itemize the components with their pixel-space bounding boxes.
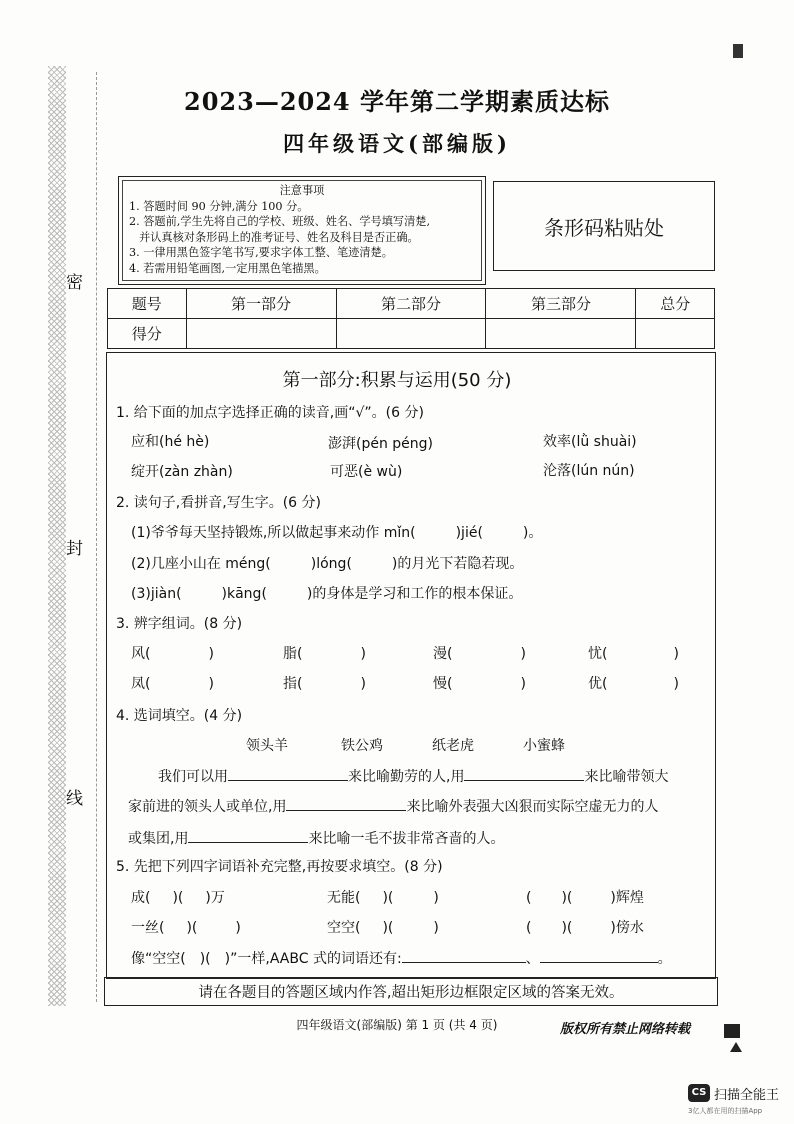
q3-title: 3. 辨字组词。(8 分) [116,616,243,632]
notice-item: 4. 若需用铅笔画图,一定用黑色笔描黑。 [129,261,326,275]
q4-option: 铁公鸡 [341,738,383,754]
exam-title: 2023—2024 学年第二学期素质达标 [184,87,610,116]
score-row-label: 得分 [108,319,187,349]
q3-item[interactable]: 忧( ) [588,646,679,662]
q4-line: 或集团,用 来比喻一毛不拔非常吝啬的人。 [128,828,504,848]
q5-blank[interactable] [540,948,658,963]
q2-text: )lóng( [310,556,352,572]
score-header: 题号 [108,289,187,319]
notice-item: 并认真核对条形码上的准考证号、姓名及科目是否正确。 [139,230,419,244]
q5-line: 像“空空( )( )”一样,AABC 式的词语还有: 、 。 [131,948,672,968]
copyright-note: 版权所有禁止网络转载 [560,1022,691,1037]
page-number: 四年级语文(部编版) 第 1 页 (共 4 页) [296,1018,498,1032]
q2-line [131,553,523,573]
q2-text: )jié( [455,525,483,541]
q4-blank[interactable] [464,766,584,781]
corner-mark-icon [733,44,743,58]
notice-item: 2. 答题前,学生先将自己的学校、班级、姓名、学号填写清楚, [129,215,431,228]
camscanner-logo-icon: CS [688,1084,710,1102]
q2-text: )。 [522,525,543,541]
q2-line [131,522,542,542]
q5-idiom[interactable]: 无能( )( ) [327,890,439,906]
q4-title: 4. 选词填空。(4 分) [116,708,243,724]
q3-item[interactable]: 漫( ) [433,646,526,662]
q5-blank[interactable] [402,948,526,963]
q2-title: 2. 读句子,看拼音,写生字。(6 分) [116,495,321,511]
q1-item[interactable]: 澎湃(pén péng) [328,436,434,452]
q3-item[interactable]: 优( ) [588,676,679,692]
q5-idiom[interactable]: 空空( )( ) [327,920,439,936]
camscanner-tagline: 3亿人都在用的扫描App [688,1107,763,1115]
answer-area-notice: 请在各题目的答题区域内作答,超出矩形边框限定区域的答案无效。 [104,977,718,1006]
q4-line: 我们可以用 来比喻勤劳的人,用 来比喻带领大 [158,766,668,786]
seal-dash-line [96,72,97,1002]
notice-title: 注意事项 [279,184,325,197]
q4-blank[interactable] [228,766,348,781]
q4-blank[interactable] [286,796,406,811]
score-header: 第二部分 [336,289,486,319]
barcode-area: 条形码粘贴处 [493,181,715,271]
q5-idiom[interactable]: ( )( )傍水 [526,920,644,936]
section-title: 第一部分:积累与运用(50 分) [282,370,512,391]
score-header: 第一部分 [186,289,336,319]
q2-text: )kāng( [221,586,267,602]
score-cell[interactable] [636,319,715,349]
arrow-up-icon [730,1042,742,1052]
binding-hatch [48,66,66,1006]
notice-item: 3. 一律用黑色签字笔书写,要求字体工整、笔迹清楚。 [129,246,393,259]
q1-title: 1. 给下面的加点字选择正确的读音,画“√”。(6 分) [116,405,424,421]
q2-line [131,583,522,603]
seal-char-mi: 密 [66,266,83,295]
q1-item[interactable]: 沦落(lún nún) [543,463,635,479]
notice-box [118,176,486,285]
q3-item[interactable]: 慢( ) [433,676,526,692]
q5-idiom[interactable]: 一丝( )( ) [131,920,241,936]
seal-char-xian: 线 [66,782,83,811]
q4-option: 纸老虎 [432,738,474,754]
page-corner-mark-icon [724,1024,740,1038]
score-table [107,288,715,349]
q2-text: (2)几座小山在 méng( [131,556,271,572]
q3-item[interactable]: 指( ) [283,676,366,692]
q5-title: 5. 先把下列四字词语补充完整,再按要求填空。(8 分) [116,859,443,875]
score-cell[interactable] [336,319,486,349]
camscanner-name: 扫描全能王 [714,1088,780,1103]
notice-item: 1. 答题时间 90 分钟,满分 100 分。 [129,199,309,213]
q2-text: )的月光下若隐若现。 [391,556,524,572]
q1-item[interactable]: 绽开(zàn zhàn) [131,464,233,480]
q5-idiom[interactable]: 成( )( )万 [131,890,225,906]
score-header: 第三部分 [486,289,636,319]
q3-item[interactable]: 风( ) [131,646,214,662]
q3-item[interactable]: 凤( ) [131,676,214,692]
score-header: 总分 [636,289,715,319]
q5-idiom[interactable]: ( )( )辉煌 [526,890,644,906]
q4-line: 家前进的领头人或单位,用 来比喻外表强大凶狠而实际空虚无力的人 [128,796,658,816]
q1-item[interactable]: 效率(lǜ shuài) [543,434,637,450]
q4-option: 小蜜蜂 [523,738,565,754]
q1-item[interactable]: 应和(hé hè) [131,434,210,450]
q3-item[interactable]: 脂( ) [283,646,366,662]
seal-char-feng: 封 [66,532,83,561]
score-cell[interactable] [186,319,336,349]
q4-option: 领头羊 [246,738,288,754]
score-cell[interactable] [486,319,636,349]
q4-blank[interactable] [188,828,308,843]
q2-text: )的身体是学习和工作的根本保证。 [306,586,523,602]
exam-subtitle: 四年级语文(部编版) [283,131,511,156]
q2-text: (3)jiàn( [131,586,182,602]
q1-item[interactable]: 可恶(è wù) [330,464,403,480]
q2-text: (1)爷爷每天坚持锻炼,所以做起事来动作 mǐn( [131,525,416,541]
